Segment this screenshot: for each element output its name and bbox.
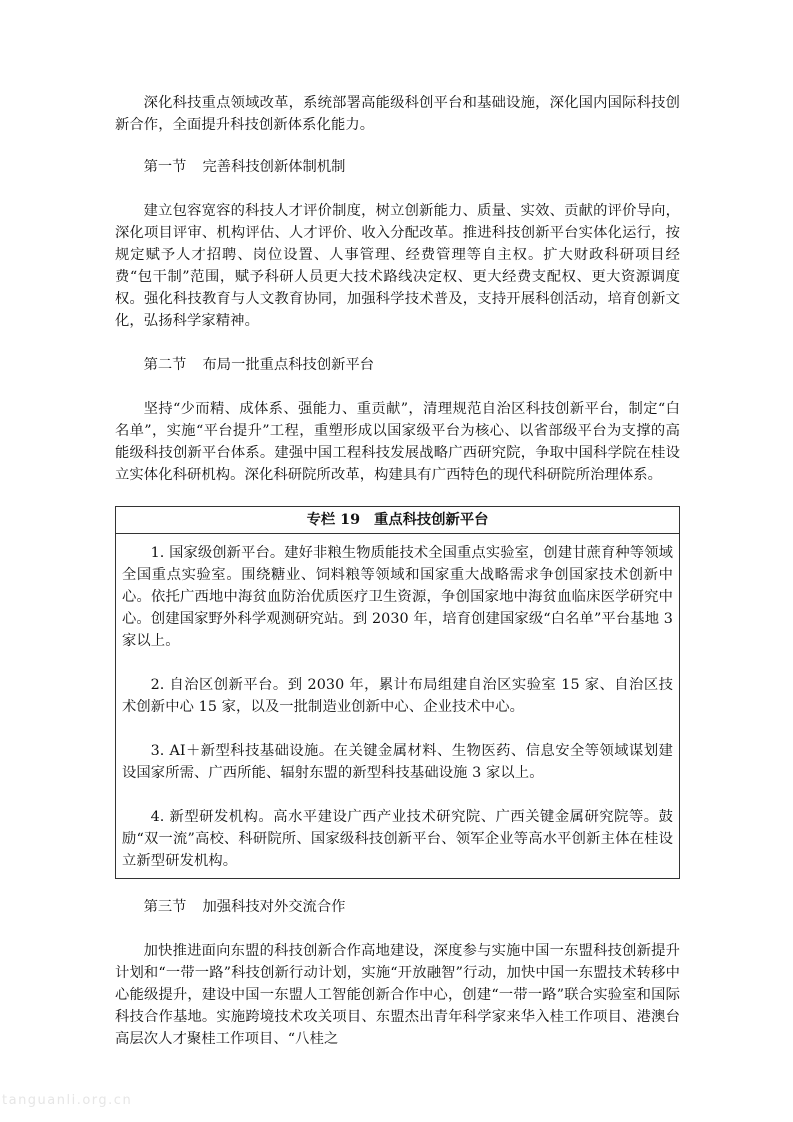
feature-box-heading: 重点科技创新平台: [374, 512, 489, 528]
feature-box-body: [116, 534, 679, 878]
section-1-paragraph: 建立包容宽容的科技人才评价制度，树立创新能力、质量、实效、贡献的评价导向，深化项目评审、机构评估、人才评价、收入分配改革。推进科技创新平台实体化运行，按规定赋予人才招聘、岗位设置、人事管理、经费管理等自主权。扩大财政科研项目经费“包干制”范围，赋予科研人员更大技术路线决定权、更大经费支配权、更大资源调度权。强化科技教育与人文教育协同，加强科学技术普及，支持开展科创活动，培育创新文化，弘扬科学家精神。: [115, 203, 680, 329]
section-3-heading: [115, 896, 680, 918]
section-2-paragraph: 坚持“少而精、成体系、强能力、重贡献”，清理规范自治区科技创新平台，制定“白名单”，实施“平台提升”工程，重塑形成以国家级平台为核心、以省部级平台为支撑的高能级科技创新平台体系。建强中国工程科技发展战略广西研究院，争取中国科学院在桂设立实体化科研机构。深化科研院所改革，构建具有广西特色的现代科研院所治理体系。: [115, 401, 680, 483]
section-2-heading: [115, 354, 680, 376]
section-1-title: 完善科技创新体制机制: [202, 159, 346, 175]
site-watermark: tanguanli.org.cn: [2, 1093, 133, 1108]
feature-box-item-3: 3. AI＋新型科技基础设施。在关键金属材料、生物医药、信息安全等领域谋划建设国家所需、广西所能、辐射东盟的新型科技基础设施 3 家以上。: [122, 743, 673, 781]
section-1-heading: [115, 156, 680, 178]
section-3-paragraph: 加快推进面向东盟的科技创新合作高地建设，深度参与实施中国一东盟科技创新提升计划和“一带一路”科技创新行动计划，实施“开放融智”行动，加快中国一东盟技术转移中心能级提升，建设中国一东盟人工智能创新合作中心，创建“一带一路”联合实验室和国际科技合作基地。实施跨境技术攻关项目、东盟杰出青年科学家来华入桂工作项目、港澳台高层次人才聚桂工作项目、“八桂之: [115, 943, 680, 1047]
section-3-number: 第三节: [143, 899, 187, 915]
feature-box-item-4: 4. 新型研发机构。高水平建设广西产业技术研究院、广西关键金属研究院等。鼓励“双一流”高校、科研院所、国家级科技创新平台、领军企业等高水平创新主体在桂设立新型研发机构。: [122, 809, 673, 869]
section-1-number: 第一节: [143, 159, 187, 175]
feature-box-title: [116, 507, 679, 534]
section-3-title: 加强科技对外交流合作: [202, 899, 346, 915]
intro-paragraph: 深化科技重点领域改革，系统部署高能级科创平台和基础设施，深化国内国际科技创新合作，全面提升科技创新体系化能力。: [115, 95, 680, 133]
section-2-title: 布局一批重点科技创新平台: [202, 357, 375, 373]
feature-box-item-2: 2. 自治区创新平台。到 2030 年，累计布局组建自治区实验室 15 家、自治区技术创新中心 15 家，以及一批制造业创新中心、企业技术中心。: [122, 677, 673, 715]
section-2-number: 第二节: [143, 357, 187, 373]
document-content: [115, 92, 680, 1050]
feature-box-label: 专栏 19: [306, 512, 361, 528]
feature-box: [115, 506, 680, 879]
feature-box-item-1: 1. 国家级创新平台。建好非粮生物质能技术全国重点实验室，创建甘蔗育种等领域全国重点实验室。围绕糖业、饲料粮等领域和国家重大战略需求争创国家技术创新中心。依托广西地中海贫血防治优质医疗卫生资源，争创国家地中海贫血临床医学研究中心。创建国家野外科学观测研究站。到 2030 年，培育创建国家级“白名单”平台基地 3 家以上。: [122, 545, 673, 649]
